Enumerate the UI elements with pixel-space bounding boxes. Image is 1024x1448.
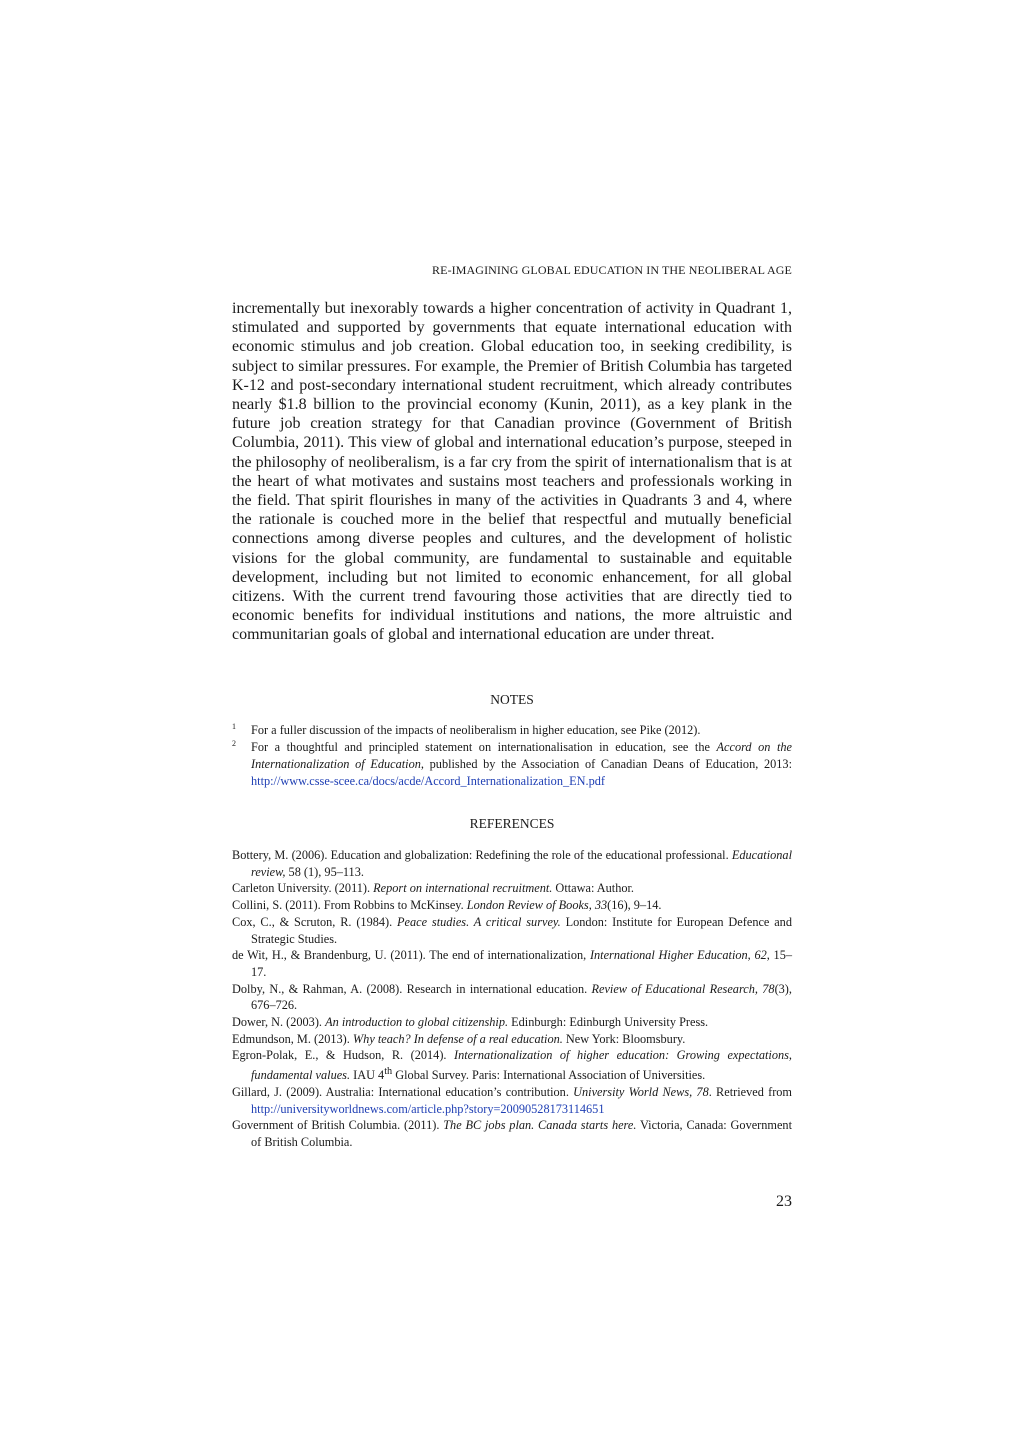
ref-text: . Retrieved from (708, 1084, 792, 1099)
ref-italic: University World News, 78 (573, 1084, 709, 1099)
reference-item (232, 1047, 792, 1084)
ref-italic: An introduction to global citizenship. (325, 1015, 509, 1030)
ref-text: London: Institute for European Defence and Strategic Studies. (251, 914, 792, 946)
ref-italic: Review of Educational Research, 78 (591, 981, 775, 996)
note-italic-title: Accord on the Internationalization of Education, (251, 740, 792, 771)
ref-text: Egron-Polak, E., & Hudson, R. (2014). (232, 1048, 454, 1063)
ref-italic: Why teach? In defense of a real education. (352, 1031, 563, 1046)
ref-italic: The BC jobs plan. Canada starts here. (443, 1118, 637, 1133)
ref-text: New York: Bloomsbury. (562, 1031, 686, 1046)
note-marker: 1 (232, 722, 236, 731)
page-number: 23 (776, 1193, 792, 1210)
reference-item (232, 1117, 792, 1150)
ref-text: IAU 4 (350, 1068, 385, 1083)
ref-text: de Wit, H., & Brandenburg, U. (2011). The end of internationalization, (232, 948, 590, 963)
ref-italic: Report on international recruitment. (373, 881, 553, 896)
reference-item (232, 847, 792, 880)
ref-italic: London Review of Books, 33 (466, 898, 608, 913)
references-list (232, 847, 792, 1151)
reference-item (232, 947, 792, 980)
ref-text: Bottery, M. (2006). Education and globalization: Redefining the role of the educational professional. (232, 848, 732, 862)
reference-item (232, 880, 792, 897)
page (232, 0, 792, 1448)
ref-text: Edmundson, M. (2013). (232, 1031, 353, 1046)
reference-item (232, 1084, 792, 1117)
ref-text: (16), 9–14. (607, 898, 662, 913)
note-marker: 2 (232, 739, 236, 748)
ref-italic: Educational review, (251, 848, 792, 879)
ref-text: Government of British Columbia. (2011). (232, 1118, 444, 1133)
running-head: RE-IMAGINING GLOBAL EDUCATION IN THE NEOLIBERAL AGE (432, 263, 792, 277)
ref-text: , 15–17. (251, 948, 793, 979)
ref-italic: International Higher Education, 62 (589, 948, 767, 963)
note-text: For a fuller discussion of the impacts of neoliberalism in higher education, see Pike (2012). (251, 723, 701, 737)
ref-text: Ottawa: Author. (552, 881, 634, 896)
ref-link[interactable]: http://universityworldnews.com/article.php?story=20090528173114651 (251, 1101, 605, 1116)
ref-text: Carleton University. (2011). (232, 881, 374, 896)
note-text: For a thoughtful and principled statement on internationalisation in education, see the (251, 740, 717, 754)
ref-italic: Internationalization of higher education: Growing expectations, fundamental values. (251, 1048, 792, 1083)
ref-text: Dower, N. (2003). (232, 1015, 326, 1030)
note-text: published by the Association of Canadian Deans of Education, 2013: (423, 757, 792, 771)
body-paragraph: incrementally but inexorably towards a higher concentration of activity in Quadrant 1, stimulated and supported by governments that equate international education with economic stimulus and job creation. Global education too, in seeking credibility, is subject to similar pressures. For example, the Premier of British Columbia has targeted K-12 and post-secondary international student recruitment, which already contributes nearly $1.8 billion to the provincial economy (Kunin, 2011), as a key plank in the future job creation strategy for that Canadian province (Government of British Columbia, 2011). This view of global and international education’s purpose, steeped in the philosophy of neoliberalism, is a far cry from the spirit of internationalism that is at the heart of what motivates and sustains most teachers and professionals working in the field. That spirit flourishes in many of the activities in Quadrants 3 and 4, where the rationale is couched more in the belief that respectful and mutually beneficial connections among diverse peoples and cultures, and the development of holistic visions for the global community, are fundamental to sustainable and equitable development, including but not limited to economic enhancement, for all global citizens. With the current trend favouring those activities that are directly tied to economic benefits for individual institutions and nations, the more altruistic and communitarian goals of global and international education are under threat. (232, 300, 792, 644)
ref-text: (3), 676–726. (251, 981, 792, 1013)
reference-item (232, 1031, 792, 1048)
ref-text: 58 (1), 95–113. (285, 864, 364, 879)
note-2 (232, 739, 792, 790)
ref-text: Edinburgh: Edinburgh University Press. (508, 1015, 709, 1030)
ref-text: Dolby, N., & Rahman, A. (2008). Research in international education. (232, 981, 592, 996)
reference-item (232, 1014, 792, 1031)
reference-item (232, 981, 792, 1014)
note-1 (232, 722, 792, 739)
notes-heading: NOTES (490, 692, 534, 707)
ref-text: Victoria, Canada: Government of British Columbia. (251, 1118, 793, 1150)
ref-text: Cox, C., & Scruton, R. (1984). (232, 914, 398, 929)
reference-item (232, 897, 792, 914)
notes-list (232, 722, 792, 790)
ref-superscript: th (384, 1066, 393, 1078)
ref-text: Gillard, J. (2009). Australia: International education’s contribution. (232, 1084, 574, 1099)
ref-text: Global Survey. Paris: International Association of Universities. (392, 1068, 706, 1083)
note-link[interactable]: http://www.csse-scee.ca/docs/acde/Accord_Internationalization_EN.pdf (251, 774, 605, 788)
references-heading: REFERENCES (469, 816, 555, 831)
ref-text: Collini, S. (2011). From Robbins to McKinsey. (232, 898, 467, 913)
ref-italic: Peace studies. A critical survey. (397, 914, 561, 929)
reference-item (232, 914, 792, 947)
